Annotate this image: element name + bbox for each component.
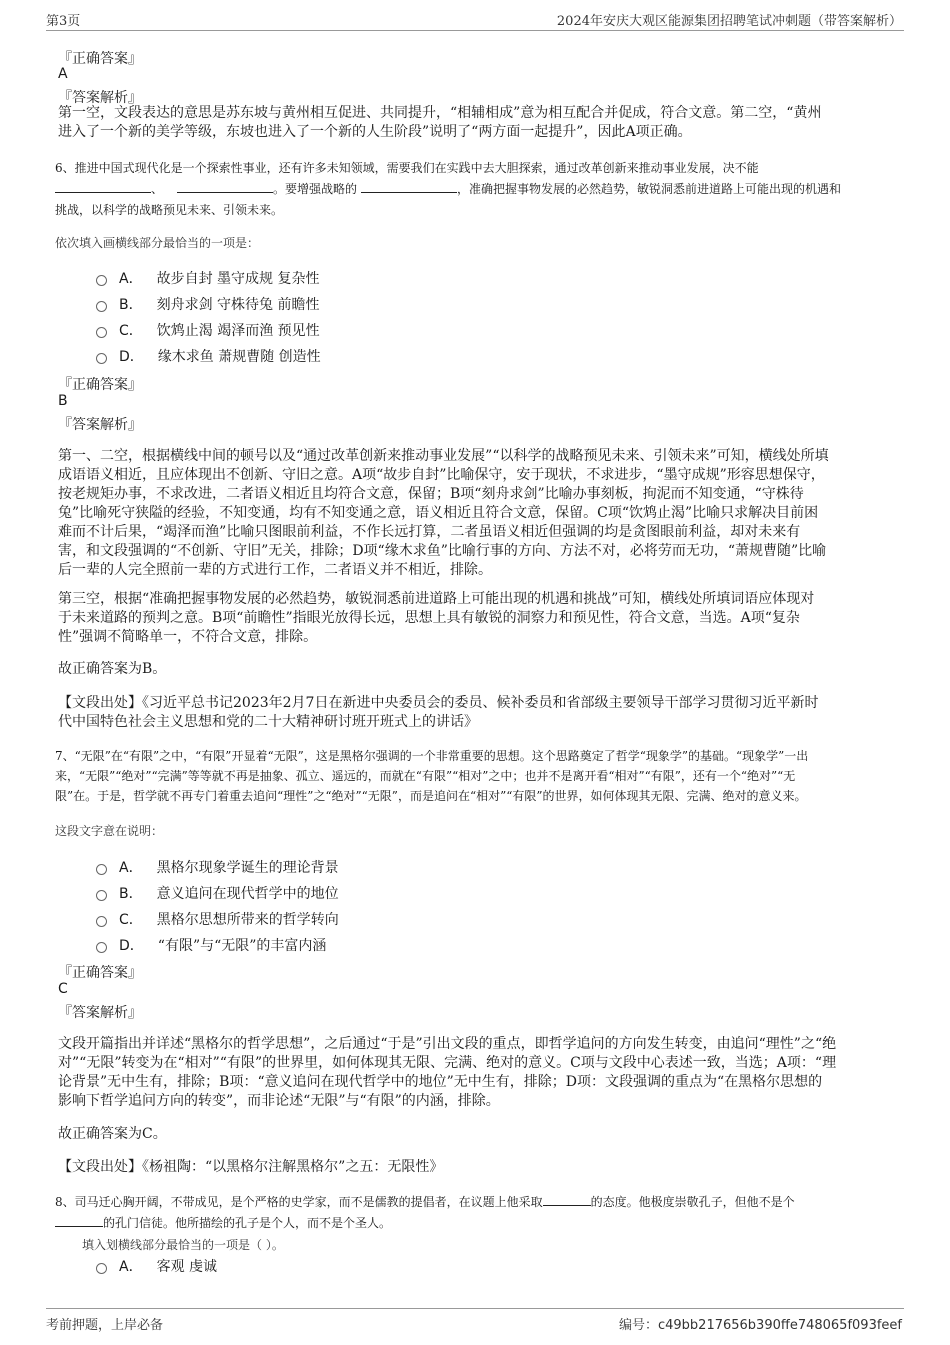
header-divider xyxy=(46,30,904,31)
radio-icon[interactable] xyxy=(96,353,107,364)
analysis-label: 『答案解析』 xyxy=(58,417,142,433)
option-d[interactable]: D． 缘木求鱼 萧规曹随 创造性 xyxy=(96,346,321,366)
source-citation: 【文段出处】《习近平总书记2023年2月7日在新进中央委员会的委员、候补委员和省部级主要领导干部学习贯彻习近平新时 代中国特色社会主义思想和党的二十大精神研讨班开班式上的讲话》 xyxy=(58,695,819,730)
question-prompt: 依次填入画横线部分最恰当的一项是： xyxy=(55,236,260,250)
answer-blank xyxy=(177,180,273,193)
option-a[interactable]: A． 黑格尔现象学诞生的理论背景 xyxy=(96,857,339,877)
answer-blank xyxy=(543,1193,591,1206)
option-a[interactable]: A． 客观 虔诚 xyxy=(96,1256,217,1276)
analysis-label: 『答案解析』 xyxy=(58,90,142,106)
conclusion-text: 故正确答案为B。 xyxy=(58,661,167,677)
question-stem: 7、“无限”在“有限”之中，“有限”开显着“无限”，这是黑格尔强调的一个非常重要的思想。这个思路奠定了哲学“现象学”的基础。“现象学”一出 来，“无限”“绝对”“完满”等等就不再是抽象、孤立、遥远的，而就在“有限”“相对”之中；也并不是离开看“相对”“有限”，还有一个“绝对”“无 限”在。于是，哲学就不再专门着重去追问“理性”之“绝对”“无限”，而是追问在“相对”“有限”的世界，如何体现其无限、完满、绝对的意义来。 xyxy=(55,749,809,803)
answer-blank xyxy=(361,180,457,193)
radio-icon[interactable] xyxy=(96,327,107,338)
radio-icon[interactable] xyxy=(96,1263,107,1274)
analysis-text: 第三空，根据“准确把握事物发展的必然趋势，敏锐洞悉前进道路上可能出现的机遇和挑战”可知，横线处所填词语应体现对 于未来道路的预判之意。B项“前瞻性”指眼光放得长远，思想上具有敏锐的洞察力和预见性，符合文意，当选。A项“复杂 性”强调不简略单一，不符合文意，排除。 xyxy=(58,591,815,645)
answer-label: 『正确答案』 xyxy=(58,377,142,393)
radio-icon[interactable] xyxy=(96,942,107,953)
analysis-text: 第一空，文段表达的意思是苏东坡与黄州相互促进、共同提升，“相辅相成”意为相互配合并促成，符合文意。第二空，“黄州 进入了一个新的美学等级，东坡也进入了一个新的人生阶段”说明了“两方面一起提升”，因此A项正确。 xyxy=(58,105,822,140)
radio-icon[interactable] xyxy=(96,301,107,312)
option-b[interactable]: B． 意义追问在现代哲学中的地位 xyxy=(96,883,339,903)
radio-icon[interactable] xyxy=(96,890,107,901)
analysis-text: 文段开篇指出并详述“黑格尔的哲学思想”，之后通过“于是”引出文段的重点，即哲学追问的方向发生转变，由追问“理性”之“绝 对”“无限”转变为在“相对”“有限”的世界里，如何体现其无限、完满、绝对的意义。C项与文段中心表述一致，当选；A项：“理 论背景”无中生有，排除；B项：“意义追问在现代哲学中的地位”无中生有，排除；D项：文段强调的重点为“在黑格尔思想的 影响下哲学追问方向的转变”，而非论述“无限”与“有限”的内涵，排除。 xyxy=(58,1036,837,1109)
question-stem: 8、司马迁心胸开阔，不带成见，是个严格的史学家，而不是儒教的提倡者，在议题上他采取 的态度。他极度崇敬孔子，但他不是个 的孔门信徒。他所描绘的孔子是个人，而不是个圣人。 xyxy=(55,1195,795,1230)
page-number: 第3页 xyxy=(46,14,81,29)
answer-label: 『正确答案』 xyxy=(58,965,142,981)
source-citation: 【文段出处】《杨祖陶：“以黑格尔注解黑格尔”之五：无限性》 xyxy=(58,1159,444,1175)
document-id: 编号：c49bb217656b390ffe748065f093feef xyxy=(618,1318,902,1333)
radio-icon[interactable] xyxy=(96,916,107,927)
answer-label: 『正确答案』 xyxy=(58,51,142,67)
answer-blank xyxy=(55,1214,103,1227)
question-prompt: 填入划横线部分最恰当的一项是（ ）。 xyxy=(82,1238,284,1252)
option-b[interactable]: B． 刻舟求剑 守株待兔 前瞻性 xyxy=(96,294,320,314)
answer-value: B xyxy=(58,393,68,409)
option-c[interactable]: C． 黑格尔思想所带来的哲学转向 xyxy=(96,909,339,929)
footer-slogan: 考前押题，上岸必备 xyxy=(46,1318,164,1333)
document-title: 2024年安庆大观区能源集团招聘笔试冲刺题（带答案解析） xyxy=(556,14,902,29)
radio-icon[interactable] xyxy=(96,275,107,286)
analysis-text: 第一、二空，根据横线中间的顿号以及“通过改革创新来推动事业发展”“以科学的战略预见未来、引领未来”可知，横线处所填 成语语义相近，且应体现出不创新、守旧之意。A项“故步自封”比喻保守，安于现状，不求进步，“墨守成规”形容思想保守， 按老规矩办事，不求改进，二者语义相近且均符合文意，保留；B项“刻舟求剑”比喻办事刻板，拘泥而不知变通，“守株待 兔”比喻死守狭隘的经验，不知变通，均有不知变通之意，语义相近且符合文意，保留。C项“饮鸩止渴”比喻只求解决目前困 难而不计后果，“竭泽而渔”比喻只图眼前利益，不作长远打算，二者虽语义相近但强调的均是贪图眼前利益，却对未来有 害，和文段强调的“不创新、守旧”无关，排除；D项“缘木求鱼”比喻行事的方向、方法不对，必将劳而无功，“萧规曹随”比喻 后一辈的人完全照前一辈的方式进行工作，二者语义并不相近，排除。 xyxy=(58,448,829,578)
radio-icon[interactable] xyxy=(96,864,107,875)
option-c[interactable]: C． 饮鸩止渴 竭泽而渔 预见性 xyxy=(96,320,320,340)
question-prompt: 这段文字意在说明： xyxy=(55,824,164,838)
footer-divider xyxy=(46,1308,904,1309)
option-d[interactable]: D． “有限”与“无限”的丰富内涵 xyxy=(96,935,326,955)
answer-value: C xyxy=(58,981,68,997)
conclusion-text: 故正确答案为C。 xyxy=(58,1126,167,1142)
question-stem: 6、推进中国式现代化是一个探索性事业，还有许多未知领域，需要我们在实践中去大胆探索，通过改革创新来推动事业发展，决不能 、 。要增强战略的 ，准确把握事物发展的必然趋势，敏锐洞悉前进道路上可能出现的机遇和 挑战，以科学的战略预见未来、引领未来。 xyxy=(55,161,842,217)
answer-value: A xyxy=(58,66,68,82)
answer-blank xyxy=(55,180,151,193)
analysis-label: 『答案解析』 xyxy=(58,1005,142,1021)
option-a[interactable]: A． 故步自封 墨守成规 复杂性 xyxy=(96,268,319,288)
